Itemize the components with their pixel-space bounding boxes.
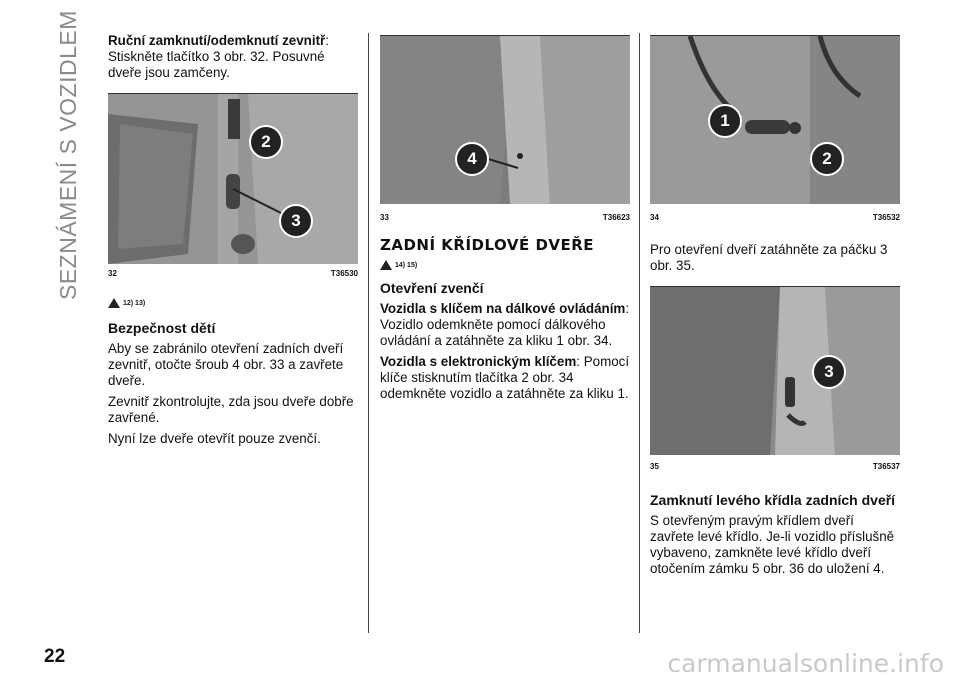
child-safety-heading: Bezpečnost dětí bbox=[108, 320, 216, 336]
figure-33 bbox=[380, 35, 630, 225]
warning-refs bbox=[108, 298, 358, 308]
remote-key-paragraph bbox=[380, 301, 630, 349]
figure-32 bbox=[108, 93, 358, 283]
lock-heading-bold: Ruční zamknutí/odemknutí zevnitř bbox=[108, 33, 326, 48]
callout-2: 2 bbox=[249, 125, 283, 159]
callout-4: 4 bbox=[455, 142, 489, 176]
rear-door-handle-illustration bbox=[650, 36, 900, 204]
column-3-text bbox=[650, 242, 900, 274]
child-safety-p3: Nyní lze dveře otevřít pouze zvenčí. bbox=[108, 431, 321, 446]
electronic-key-text: : Pomocí klíče stisknutím tlačítka 2 obr. 34 odemkněte vozidlo a zatáhněte za kliku 1. bbox=[380, 354, 630, 401]
remote-key-text: : Vozidlo odemkněte pomocí dálkového ovládání a zatáhněte za kliku 1 obr. 34. bbox=[380, 301, 630, 348]
figure-35-caption bbox=[650, 462, 900, 471]
column-1 bbox=[108, 33, 358, 81]
side-title-text: SEZNÁMENÍ S VOZIDLEM bbox=[55, 10, 81, 300]
figure-35-image bbox=[650, 286, 900, 455]
warning-icon bbox=[380, 260, 392, 270]
warning-refs-text: 12) 13) bbox=[123, 299, 146, 307]
page-number: 22 bbox=[44, 646, 66, 667]
callout-1: 1 bbox=[708, 104, 742, 138]
column-1-lower bbox=[108, 298, 358, 447]
figure-34-caption bbox=[650, 213, 900, 222]
figure-number: 32 bbox=[108, 269, 117, 278]
lock-left-wing-heading: Zamknutí levého křídla zadních dveří bbox=[650, 492, 896, 508]
door-lock-screw-illustration bbox=[380, 36, 630, 204]
figure-code: T36623 bbox=[602, 213, 630, 222]
figure-code: T36537 bbox=[872, 462, 900, 471]
sliding-door-illustration bbox=[108, 94, 358, 264]
child-safety-p2: Zevnitř zkontrolujte, zda jsou dveře dobře zavřené. bbox=[108, 394, 354, 425]
warning-refs-text: 14) 15) bbox=[395, 261, 418, 269]
figure-code: T36530 bbox=[330, 269, 358, 278]
electronic-key-paragraph bbox=[380, 354, 630, 402]
electronic-key-bold: Vozidla s elektronickým klíčem bbox=[380, 354, 577, 369]
watermark: carmanualsonline.info bbox=[667, 649, 944, 678]
remote-key-bold: Vozidla s klíčem na dálkové ovládáním bbox=[380, 301, 626, 316]
figure-35 bbox=[650, 286, 900, 476]
lock-left-wing-text: S otevřeným pravým křídlem dveří zavřete levé křídlo. Je-li vozidlo příslušně vybaveno, zamkněte levé křídlo dveří otočením zámku 5 obr. 36 do uložení 4. bbox=[650, 513, 895, 576]
lock-heading bbox=[108, 33, 358, 49]
child-safety-p1: Aby se zabránilo otevření zadních dveří zevnitř, otočte šroub 4 obr. 33 a zavřete dveře. bbox=[108, 341, 344, 388]
column-3-lower bbox=[650, 492, 900, 577]
figure-34-image bbox=[650, 35, 900, 204]
figure-32-image bbox=[108, 93, 358, 264]
figure-32-caption bbox=[108, 269, 358, 278]
callout-2: 2 bbox=[810, 142, 844, 176]
lock-heading-colon: : bbox=[325, 33, 329, 48]
lever-text: Pro otevření dveří zatáhněte za páčku 3 obr. 35. bbox=[650, 242, 888, 273]
open-outside-heading: Otevření zvenčí bbox=[380, 280, 484, 296]
callout-3: 3 bbox=[812, 355, 846, 389]
figure-34 bbox=[650, 35, 900, 225]
section-title: ZADNÍ KŘÍDLOVÉ DVEŘE bbox=[380, 236, 595, 254]
figure-number: 35 bbox=[650, 462, 659, 471]
figure-number: 34 bbox=[650, 213, 659, 222]
callout-3: 3 bbox=[279, 204, 313, 238]
column-2 bbox=[380, 236, 630, 402]
figure-code: T36532 bbox=[872, 213, 900, 222]
figure-number: 33 bbox=[380, 213, 389, 222]
warning-icon bbox=[108, 298, 120, 308]
interior-lever-illustration bbox=[650, 287, 900, 455]
figure-33-caption bbox=[380, 213, 630, 222]
column-divider bbox=[368, 33, 369, 633]
column-divider bbox=[639, 33, 640, 633]
warning-refs bbox=[380, 260, 630, 270]
lock-text: Stiskněte tlačítko 3 obr. 32. Posuvné dveře jsou zamčeny. bbox=[108, 49, 325, 80]
figure-33-image bbox=[380, 35, 630, 204]
